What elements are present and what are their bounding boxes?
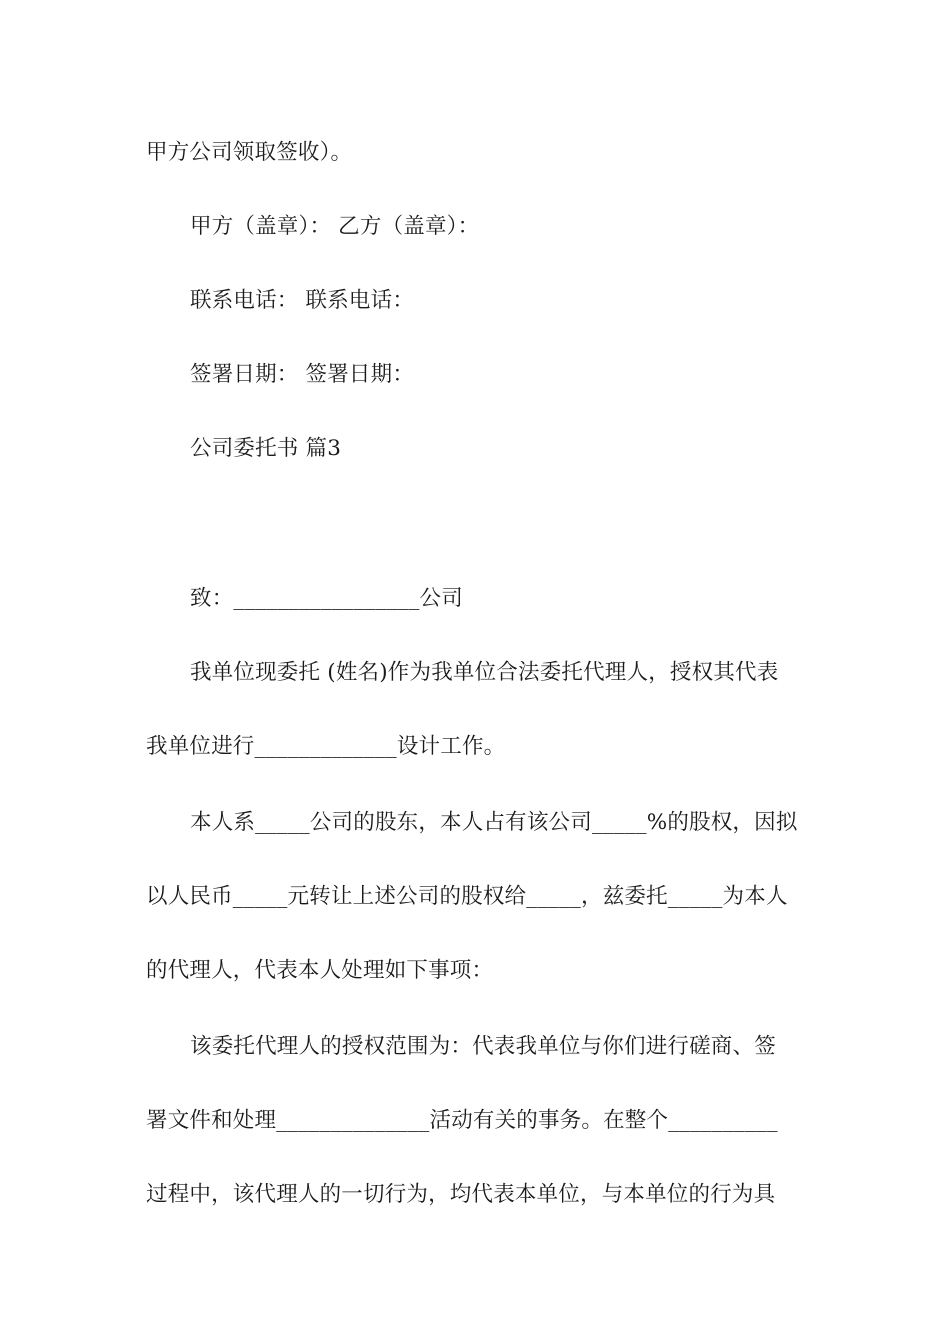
- paragraph-line: 过程中，该代理人的一切行为，均代表本单位，与本单位的行为具: [146, 1182, 776, 1207]
- paragraph-line: 本人系_____公司的股东，本人占有该公司_____%的股权，因拟: [190, 810, 798, 835]
- signature-party-line: 甲方（盖章）： 乙方（盖章）：: [190, 214, 480, 239]
- paragraph-line: 甲方公司领取签收）。: [146, 140, 353, 165]
- paragraph-line: 署文件和处理______________活动有关的事务。在整个__________: [146, 1108, 778, 1133]
- contact-phone-line: 联系电话： 联系电话：: [190, 288, 415, 313]
- section-heading: 公司委托书 篇3: [190, 436, 342, 461]
- paragraph-line: 该委托代理人的授权范围为：代表我单位与你们进行磋商、签: [190, 1034, 776, 1059]
- paragraph-line: 我单位现委托 (姓名)作为我单位合法委托代理人，授权其代表: [190, 660, 779, 685]
- signing-date-line: 签署日期： 签署日期：: [190, 362, 415, 387]
- paragraph-line: 我单位进行_____________设计工作。: [146, 734, 506, 759]
- paragraph-line: 的代理人，代表本人处理如下事项：: [146, 958, 494, 983]
- addressee-line: 致：_________________公司: [190, 586, 463, 611]
- paragraph-line: 以人民币_____元转让上述公司的股权给_____，兹委托_____为本人: [146, 884, 788, 909]
